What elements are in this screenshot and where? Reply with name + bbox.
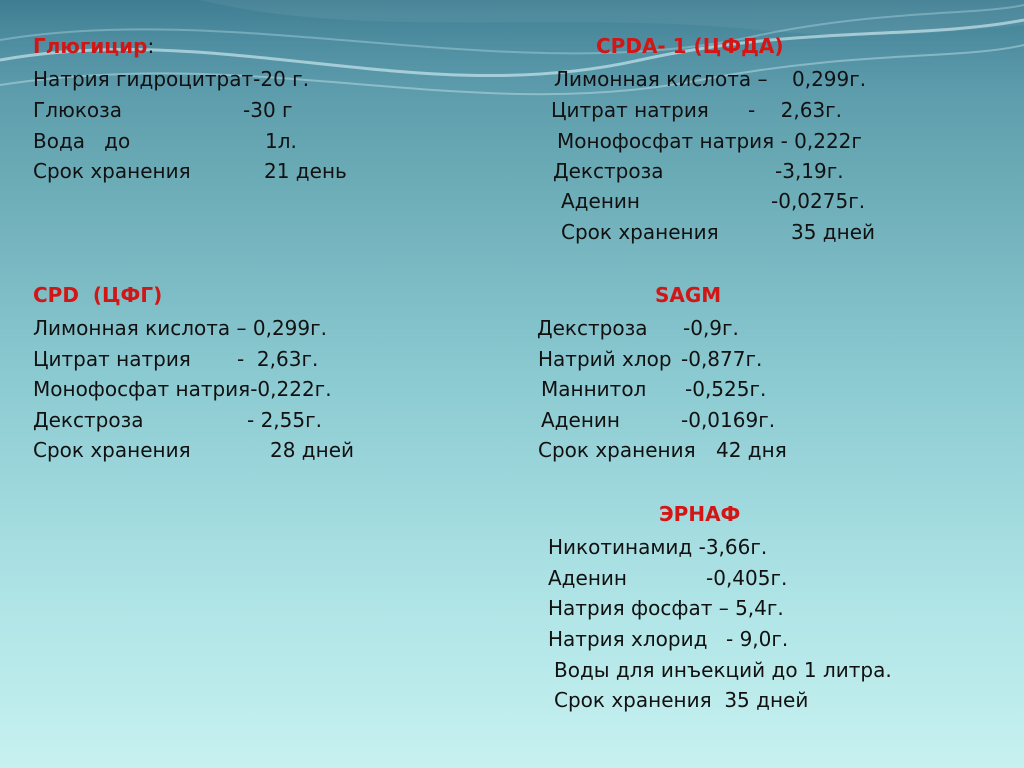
ernaf-line-2-value: -0,405г. bbox=[706, 566, 788, 590]
cpda1-line-2-name: Цитрат натрия bbox=[551, 98, 709, 122]
cpda1-heading: CPDA- 1 (ЦФДА) bbox=[596, 34, 784, 58]
decorative-waves bbox=[0, 0, 1024, 130]
glugicir-line-3-value: 1л. bbox=[265, 129, 297, 153]
sagm-line-2 bbox=[538, 347, 763, 371]
sagm-heading: SAGM bbox=[655, 283, 722, 307]
sagm-line-3 bbox=[541, 377, 767, 401]
sagm-line-1-name: Декстроза bbox=[537, 316, 648, 340]
cpd-line-2-value: - 2,63г. bbox=[237, 347, 319, 371]
ernaf-line-4-value: - 9,0г. bbox=[726, 627, 789, 651]
cpda1-line-6-name: Срок хранения bbox=[561, 220, 719, 244]
glugicir-colon: : bbox=[147, 34, 155, 58]
cpda1-line-4 bbox=[553, 159, 844, 183]
sagm-line-5-value: 42 дня bbox=[716, 438, 787, 462]
cpd-line-2 bbox=[33, 347, 319, 371]
glugicir-line-1-name: Натрия гидроцитрат-20 г. bbox=[33, 67, 310, 91]
sagm-line-3-name: Маннитол bbox=[541, 377, 647, 401]
glugicir-line-4-value: 21 день bbox=[264, 159, 347, 183]
sagm-line-1 bbox=[537, 316, 739, 340]
cpd-line-1 bbox=[33, 316, 327, 340]
ernaf-line-4 bbox=[548, 627, 789, 651]
ernaf-line-1-name: Никотинамид -3,66г. bbox=[548, 535, 768, 559]
ernaf-line-6-name: Срок хранения 35 дней bbox=[554, 688, 809, 712]
sagm-line-1-value: -0,9г. bbox=[683, 316, 739, 340]
cpda1-line-1 bbox=[554, 67, 867, 91]
cpda1-line-6-value: 35 дней bbox=[791, 220, 876, 244]
sagm-line-5 bbox=[538, 438, 787, 462]
glugicir-line-2-value: -30 г bbox=[243, 98, 293, 122]
cpda1-line-3 bbox=[557, 129, 862, 153]
cpda1-line-6 bbox=[561, 220, 876, 244]
cpd-line-5-name: Срок хранения bbox=[33, 438, 191, 462]
cpd-heading: CPD (ЦФГ) bbox=[33, 283, 163, 307]
sagm-line-2-name: Натрий хлор bbox=[538, 347, 672, 371]
cpda1-line-2-value: - 2,63г. bbox=[748, 98, 843, 122]
glugicir-heading bbox=[33, 34, 154, 58]
sagm-line-4-value: -0,0169г. bbox=[681, 408, 776, 432]
ernaf-line-4-name: Натрия хлорид bbox=[548, 627, 708, 651]
ernaf-line-5 bbox=[554, 658, 892, 682]
cpd-line-2-name: Цитрат натрия bbox=[33, 347, 191, 371]
sagm-line-5-name: Срок хранения bbox=[538, 438, 696, 462]
cpd-line-5 bbox=[33, 438, 355, 462]
cpd-line-3 bbox=[33, 377, 332, 401]
cpd-line-4-value: - 2,55г. bbox=[247, 408, 322, 432]
ernaf-line-5-name: Воды для инъекций до 1 литра. bbox=[554, 658, 892, 682]
cpda1-line-5-name: Аденин bbox=[561, 189, 640, 213]
ernaf-line-2 bbox=[548, 566, 788, 590]
sagm-line-2-value: -0,877г. bbox=[681, 347, 763, 371]
cpd-line-4-name: Декстроза bbox=[33, 408, 144, 432]
cpd-line-1-name: Лимонная кислота – 0,299г. bbox=[33, 316, 327, 340]
cpda1-line-1-value: 0,299г. bbox=[792, 67, 867, 91]
glugicir-line-2-name: Глюкоза bbox=[33, 98, 123, 122]
glugicir-line-4-name: Срок хранения bbox=[33, 159, 191, 183]
glugicir-line-1 bbox=[33, 67, 309, 91]
ernaf-line-3 bbox=[548, 596, 784, 620]
sagm-line-4-name: Аденин bbox=[541, 408, 620, 432]
cpda1-line-5-value: -0,0275г. bbox=[771, 189, 866, 213]
ernaf-line-3-name: Натрия фосфат – 5,4г. bbox=[548, 596, 784, 620]
glugicir-line-2 bbox=[33, 98, 293, 122]
ernaf-line-2-name: Аденин bbox=[548, 566, 627, 590]
cpda1-line-3-name: Монофосфат натрия - 0,222г bbox=[557, 129, 862, 153]
glugicir-title: Глюгицир bbox=[33, 34, 148, 58]
cpd-line-4 bbox=[33, 408, 322, 432]
glugicir-line-3 bbox=[33, 129, 297, 153]
ernaf-line-6 bbox=[554, 688, 808, 712]
cpda1-line-1-name: Лимонная кислота – bbox=[554, 67, 768, 91]
ernaf-line-1 bbox=[548, 535, 767, 559]
cpda1-line-4-value: -3,19г. bbox=[775, 159, 844, 183]
ernaf-heading: ЭРНАФ bbox=[659, 502, 741, 526]
cpda1-line-4-name: Декстроза bbox=[553, 159, 664, 183]
cpd-line-3-name: Монофосфат натрия-0,222г. bbox=[33, 377, 332, 401]
sagm-line-4 bbox=[541, 408, 776, 432]
glugicir-line-4 bbox=[33, 159, 347, 183]
cpd-line-5-value: 28 дней bbox=[270, 438, 355, 462]
sagm-line-3-value: -0,525г. bbox=[685, 377, 767, 401]
cpda1-line-5 bbox=[561, 189, 866, 213]
glugicir-line-3-name: Вода до bbox=[33, 129, 131, 153]
cpda1-line-2 bbox=[551, 98, 843, 122]
